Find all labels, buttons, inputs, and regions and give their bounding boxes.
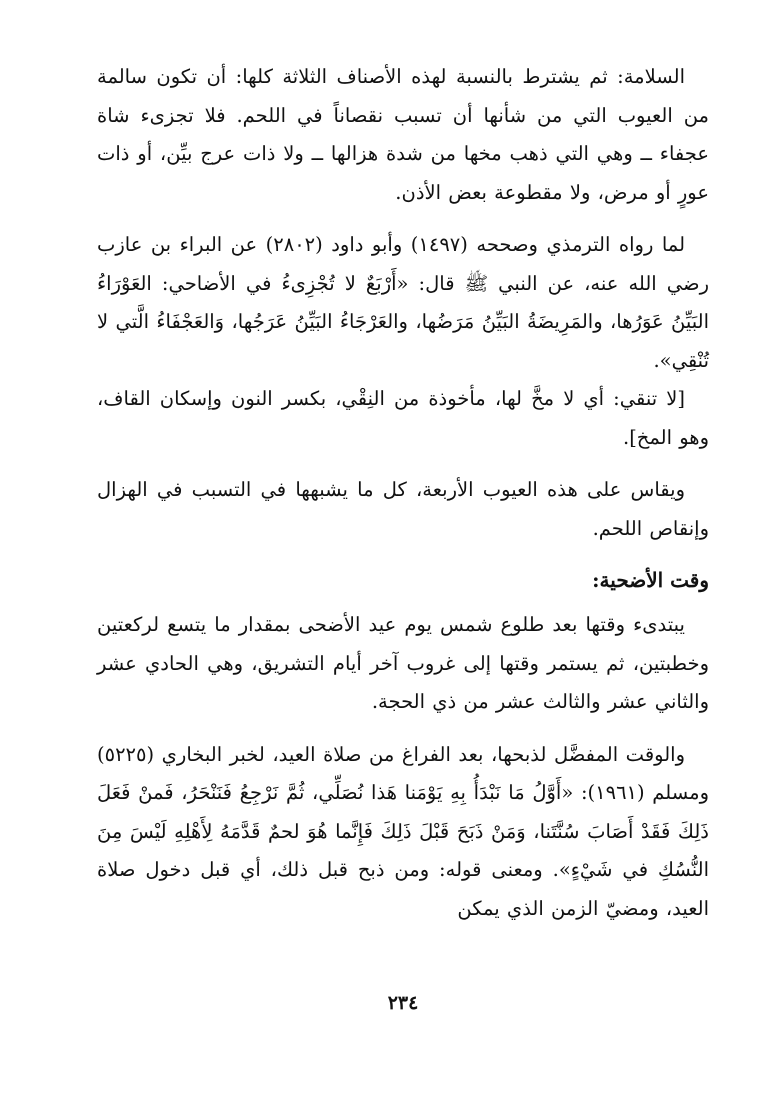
document-page [97,58,709,1058]
paragraph-analogy: ويقاس على هذه العيوب الأربعة، كل ما يشبهها في التسبب في الهزال وإنقاص اللحم. [97,478,709,540]
paragraph-safety-condition: السلامة: ثم يشترط بالنسبة لهذه الأصناف الثلاثة كلها: أن تكون سالمة من العيوب التي من شأنها أن تسبب نقصاناً في اللحم. فلا تجزىء شاة عجفاء ــ وهي التي ذهب مخها من شدة هزالها ــ ولا ذات عرج بيِّن، أو ذات عورٍ أو مرض، ولا مقطوعة بعض الأذن. [97,65,709,204]
section-heading-sacrifice-time: وقت الأضحية: [592,568,709,592]
paragraph-hadith-four-defects: لما رواه الترمذي وصححه (١٤٩٧) وأبو داود (٢٨٠٢) عن البراء بن عازب رضي الله عنه، عن النبي ﷺ قال: «أَرْبَعٌ لا تُجْزِىءُ في الأضاحي: العَوْرَاءُ البَيِّنُ عَوَرُها، والمَرِيضَةُ البَيِّنُ مَرَضُها، والعَرْجَاءُ البَيِّنُ عَرَجُها، وَالعَجْفَاءُ الَّتي لا تُنْقِي». [97,233,709,372]
paragraph-preferred-time: والوقت المفضَّل لذبحها، بعد الفراغ من صلاة العيد، لخبر البخاري (٥٢٢٥) ومسلم (١٩٦١): «أَوَّلُ مَا نَبْدَأُ بِهِ يَوْمَنا هَذا نُصَلِّي، ثُمَّ نَرْجِعُ فَنَنْحَرُ، فَمنْ فَعَلَ ذَلِكَ فَقَدْ أَصَابَ سُنَّتَنا، وَمَنْ ذَبَحَ قَبْلَ ذَلِكَ فَإِنَّما هُوَ لحمٌ قَدَّمَهُ لِأَهْلِهِ لَيْسَ مِنَ النُّسُكِ في شَيْءٍ». ومعنى قوله: ومن ذبح قبل ذلك، أي قبل دخول صلاة العيد، ومضيّ الزمن الذي يمكن [97,742,709,920]
paragraph-explanation-tunqi: [لا تنقي: أي لا مخَّ لها، مأخوذة من النِقْي، بكسر النون وإسكان القاف، وهو المخ]. [97,387,709,449]
paragraph-time-start: يبتدىء وقتها بعد طلوع شمس يوم عيد الأضحى بمقدار ما يتسع لركعتين وخطبتين، ثم يستمر وقتها إلى غروب آخر أيام التشريق، وهي الحادي عشر والثاني عشر والثالث عشر من ذي الحجة. [97,613,709,713]
page-number: ٢٣٤ [387,992,419,1014]
